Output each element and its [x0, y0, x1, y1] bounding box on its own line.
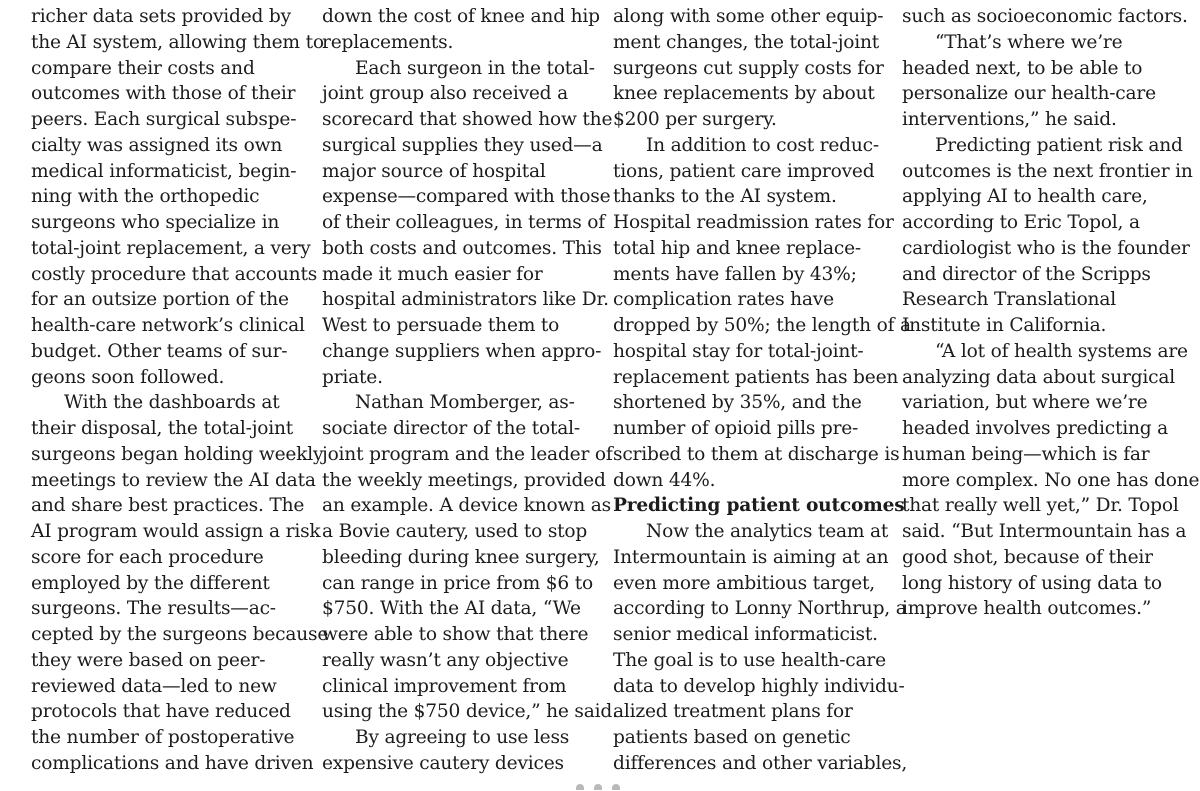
text-line: more complex. No one has done	[902, 469, 1200, 491]
text-line: personalize our health-care	[902, 83, 1156, 105]
text-line: medical informaticist, begin-	[31, 160, 297, 182]
text-line: headed next, to be able to	[902, 57, 1143, 79]
text-line: outcomes is the next frontier in	[902, 160, 1193, 182]
text-line: long history of using data to	[902, 572, 1162, 594]
text-line: total hip and knee replace-	[613, 237, 861, 259]
text-line: geons soon followed.	[31, 366, 225, 388]
text-line: even more ambitious target,	[613, 572, 875, 594]
text-line: In addition to cost reduc-	[646, 134, 879, 156]
text-line: scorecard that showed how the	[322, 109, 613, 130]
text-line: Now the analytics team at	[646, 521, 889, 542]
text-line: ning with the orthopedic	[31, 186, 260, 208]
text-line: number of opioid pills pre-	[613, 418, 859, 439]
text-line: Predicting patient risk and	[935, 134, 1183, 156]
text-line: made it much easier for	[322, 263, 543, 285]
text-line: outcomes with those of their	[31, 83, 296, 105]
text-line: headed involves predicting a	[902, 418, 1169, 439]
text-line: Nathan Momberger, as-	[355, 392, 575, 414]
text-line: costly procedure that accounts	[31, 263, 318, 285]
section-heading: Predicting patient outcomes	[613, 495, 905, 517]
text-line: surgical supplies they used—a	[322, 134, 603, 156]
text-line: clinical improvement from	[322, 675, 567, 697]
text-line: cialty was assigned its own	[31, 134, 283, 156]
text-line: $200 per surgery.	[613, 109, 777, 130]
text-line: both costs and outcomes. This	[322, 237, 602, 259]
text-line: a Bovie cautery, used to stop	[322, 521, 588, 542]
text-line: improve health outcomes.”	[902, 598, 1152, 620]
text-line: along with some other equip-	[613, 6, 884, 27]
text-line: patients based on genetic	[613, 727, 851, 748]
text-line: compare their costs and	[31, 57, 255, 79]
text-line: protocols that have reduced	[31, 701, 291, 723]
text-line: reviewed data—led to new	[31, 675, 277, 697]
text-line: good shot, because of their	[902, 546, 1153, 568]
text-line: priate.	[322, 366, 383, 388]
text-line: said. “But Intermountain has a	[902, 521, 1187, 542]
text-column-2	[322, 4, 618, 777]
text-line: such as socioeconomic factors.	[902, 6, 1188, 27]
text-line: interventions,” he said.	[902, 109, 1117, 130]
text-line: variation, but where we’re	[902, 392, 1148, 414]
text-line: senior medical informaticist.	[613, 624, 878, 645]
ornament-dot	[594, 784, 602, 790]
text-line: hospital administrators like Dr.	[322, 289, 609, 311]
text-line: With the dashboards at	[64, 392, 280, 414]
text-column-4	[902, 4, 1200, 622]
text-line: tions, patient care improved	[613, 160, 875, 182]
text-line: change suppliers when appro-	[322, 340, 602, 362]
text-line: according to Lonny Northrup, a	[613, 598, 907, 620]
text-line: their disposal, the total-joint	[31, 418, 294, 439]
text-line: cepted by the surgeons because	[31, 624, 329, 645]
text-line: the number of postoperative	[31, 727, 295, 748]
text-line: meetings to review the AI data	[31, 469, 316, 491]
text-line: thanks to the AI system.	[613, 186, 837, 208]
text-line: budget. Other teams of sur-	[31, 340, 288, 362]
text-line: Institute in California.	[902, 315, 1107, 336]
text-line: surgeons who specialize in	[31, 212, 280, 233]
text-line: really wasn’t any objective	[322, 649, 569, 671]
text-line: cardiologist who is the founder	[902, 237, 1190, 259]
text-line: hospital stay for total-joint-	[613, 340, 864, 362]
text-line: surgeons cut supply costs for	[613, 57, 884, 79]
text-line: major source of hospital	[322, 160, 546, 182]
text-line: for an outsize portion of the	[31, 289, 289, 311]
text-line: dropped by 50%; the length of a	[613, 315, 911, 336]
text-line: Intermountain is aiming at an	[613, 546, 889, 568]
text-line: complications and have driven	[31, 752, 314, 774]
text-line: and share best practices. The	[31, 495, 305, 517]
text-line: By agreeing to use less	[355, 727, 570, 748]
text-line: can range in price from $6 to	[322, 572, 593, 594]
text-line: data to develop highly individu-	[613, 675, 905, 697]
text-line: $750. With the AI data, “We	[322, 598, 581, 620]
text-line: human being—which is far	[902, 443, 1150, 465]
text-line: health-care network’s clinical	[31, 315, 305, 336]
text-line: richer data sets provided by	[31, 6, 291, 27]
text-line: complication rates have	[613, 289, 834, 311]
text-line: expensive cautery devices	[322, 752, 564, 774]
text-line: down 44%.	[613, 469, 716, 491]
text-line: using the $750 device,” he said.	[322, 701, 618, 723]
text-line: shortened by 35%, and the	[613, 392, 862, 414]
text-line: Each surgeon in the total-	[355, 57, 595, 79]
text-line: according to Eric Topol, a	[902, 212, 1140, 233]
text-column-3	[613, 4, 911, 777]
text-line: bleeding during knee surgery,	[322, 546, 600, 568]
text-line: and director of the Scripps	[902, 263, 1151, 285]
text-line: West to persuade them to	[322, 315, 560, 336]
text-column-1	[31, 4, 329, 777]
text-line: were able to show that there	[322, 624, 589, 645]
text-line: score for each procedure	[31, 546, 264, 568]
text-line: joint program and the leader of	[322, 443, 613, 465]
page-bottom-ornament	[576, 784, 620, 790]
text-line: employed by the different	[31, 572, 270, 594]
text-line: surgeons. The results—ac-	[31, 598, 276, 620]
text-line: Research Translational	[902, 289, 1116, 311]
text-line: surgeons began holding weekly	[31, 443, 324, 465]
ornament-dot	[612, 784, 620, 790]
text-line: applying AI to health care,	[902, 186, 1148, 208]
text-line: joint group also received a	[322, 83, 568, 105]
text-line: replacement patients has been	[613, 366, 899, 388]
text-line: the AI system, allowing them to	[31, 31, 324, 53]
text-line: they were based on peer-	[31, 649, 266, 671]
ornament-dot	[576, 784, 584, 790]
text-line: knee replacements by about	[613, 83, 875, 105]
text-line: of their colleagues, in terms of	[322, 212, 605, 233]
text-line: sociate director of the total-	[322, 418, 580, 439]
text-line: expense—compared with those	[322, 186, 611, 208]
text-line: ments have fallen by 43%;	[613, 263, 857, 285]
text-line: analyzing data about surgical	[902, 366, 1176, 388]
text-line: peers. Each surgical subspe-	[31, 109, 297, 130]
text-line: scribed to them at discharge is	[613, 443, 900, 465]
text-line: ment changes, the total-joint	[613, 31, 880, 53]
text-line: that really well yet,” Dr. Topol	[902, 495, 1179, 517]
text-line: the weekly meetings, provided	[322, 469, 606, 491]
text-line: replacements.	[322, 31, 454, 53]
text-line: down the cost of knee and hip	[322, 6, 600, 27]
text-line: AI program would assign a risk	[31, 521, 321, 542]
text-line: “That’s where we’re	[935, 31, 1123, 53]
text-line: alized treatment plans for	[613, 701, 853, 723]
text-line: differences and other variables,	[613, 752, 908, 774]
text-line: Hospital readmission rates for	[613, 212, 894, 233]
text-line: The goal is to use health-care	[613, 649, 886, 671]
text-line: “A lot of health systems are	[935, 340, 1188, 362]
text-line: an example. A device known as	[322, 495, 611, 517]
text-line: total-joint replacement, a very	[31, 237, 311, 259]
